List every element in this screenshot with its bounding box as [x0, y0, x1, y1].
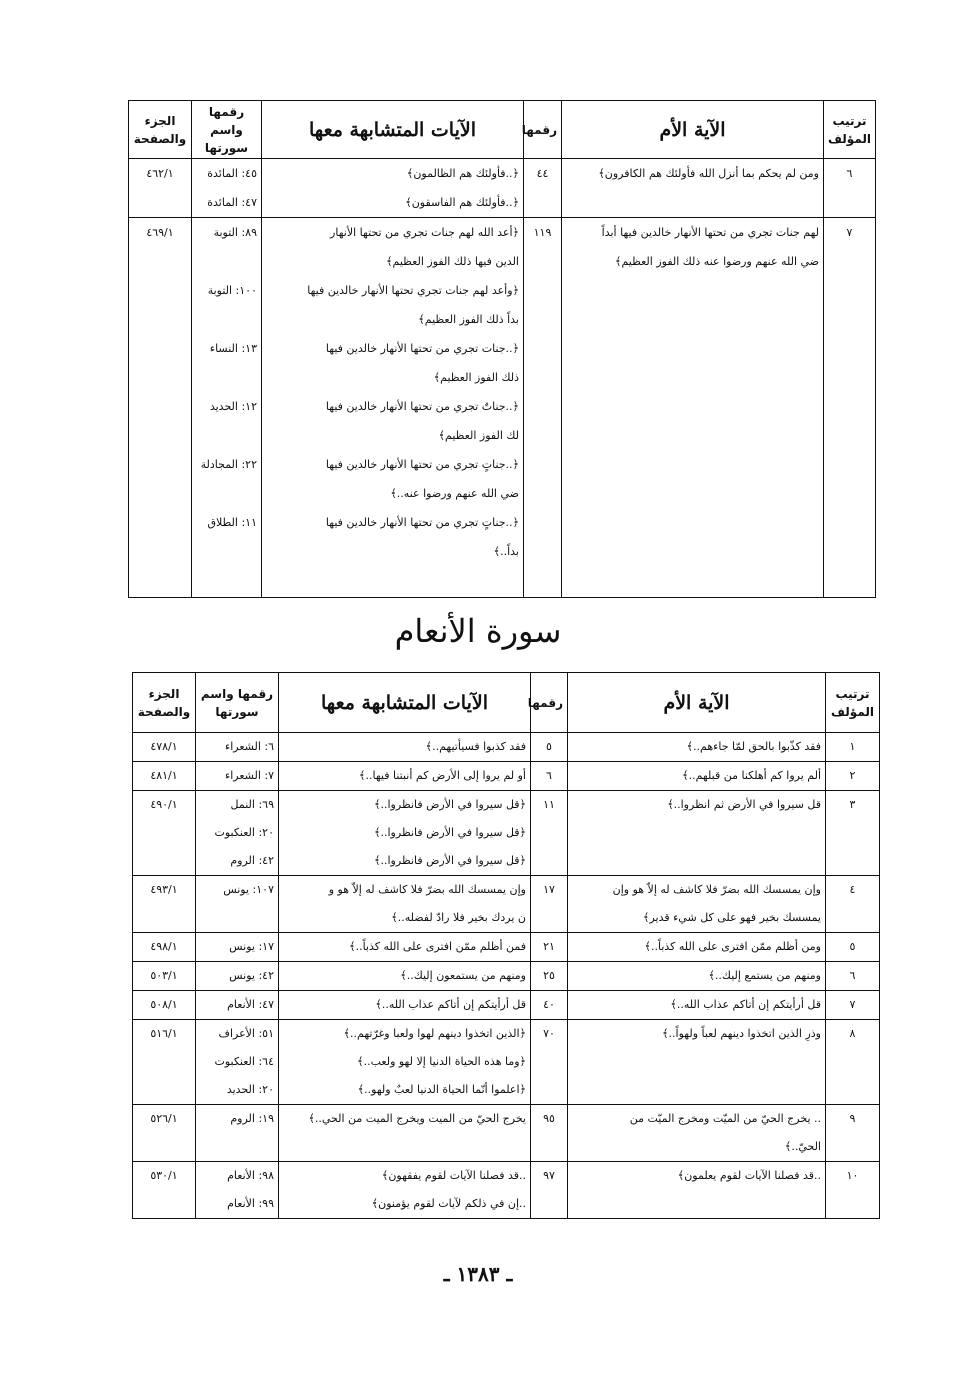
mother-num-cell [531, 1105, 568, 1162]
mother-verse-cell [568, 1105, 826, 1162]
table-row [133, 733, 880, 762]
part-page-text: ٤٩٠/١ [150, 798, 178, 811]
mother-num-cell [531, 791, 568, 876]
part-page-text: ٥٠٣/١ [150, 969, 178, 982]
similar-verses-line: ﴿..جنات تجري من تحتها الأنهار خالدين فيها [325, 342, 519, 355]
similar-verses-line: ومنهم من يستمعون إليك..﴾ [400, 969, 526, 982]
similar-sura-line: ١٧: يونس [229, 940, 274, 953]
mother-num-text: ١٧ [543, 883, 555, 896]
similar-sura-cell [196, 876, 279, 933]
similar-verses-line: ..قد فصلنا الآيات لقوم يفقهون﴾ [381, 1169, 526, 1182]
order-text: ٥ [849, 940, 856, 953]
part-page-text: ٥٣٠/١ [150, 1169, 178, 1182]
part-page-text: ٤٦٩/١ [146, 226, 174, 239]
similar-sura-line: ١١: الطلاق [207, 516, 257, 529]
table-row [129, 218, 876, 598]
header-mother-num: رقمها [524, 101, 562, 159]
similar-verses-line: لك الفوز العظيم﴾ [438, 429, 519, 442]
mother-num-cell [531, 733, 568, 762]
similar-verses-line: ﴿..جناتٍ تجري من تحتها الأنهار خالدين فيها [325, 516, 519, 529]
mother-num-cell [531, 962, 568, 991]
header-mother-verse: الآية الأم [568, 673, 826, 733]
order-cell [826, 1020, 880, 1105]
header-similar-verses: الآيات المتشابهة معها [279, 673, 531, 733]
part-page-cell [133, 733, 196, 762]
similar-verses-line: ﴿وما هذه الحياة الدنيا إلا لهو ولعب..﴾ [357, 1055, 526, 1068]
order-text: ٧ [846, 226, 853, 239]
verses-table-maida-tawba [128, 100, 876, 598]
mother-num-text: ٧٠ [543, 1027, 555, 1040]
similar-sura-line: ٤٧: الأنعام [227, 998, 274, 1011]
header-order: ترتيب المؤلف [824, 101, 876, 159]
order-cell [826, 1105, 880, 1162]
mother-num-text: ٤٤ [536, 167, 549, 180]
similar-sura-line: ٤٢: الروم [230, 854, 274, 867]
part-page-cell [133, 762, 196, 791]
similar-verses-cell [279, 991, 531, 1020]
similar-sura-line [196, 247, 257, 276]
similar-sura-cell [196, 791, 279, 876]
order-text: ٧ [849, 998, 856, 1011]
similar-verses-line: ﴿أعد الله لهم جنات تجري من تحتها الأنهار [330, 226, 519, 239]
similar-verses-line: ﴿قل سيروا في الأرض فانظروا..﴾ [374, 798, 526, 811]
similar-sura-line: ١٠٠: التوبة [207, 284, 257, 297]
similar-sura-line: ٩٩: الأنعام [227, 1197, 274, 1210]
page-number: ـ ١٣٨٣ ـ [443, 1262, 513, 1286]
mother-num-cell [531, 1162, 568, 1219]
table-row [133, 962, 880, 991]
part-page-cell [133, 1020, 196, 1105]
part-page-text: ٤٨١/١ [150, 769, 178, 782]
mother-verse-line: قل أرأيتكم إن أتاكم عذاب الله..﴾ [670, 998, 821, 1011]
mother-verse-line: .. يخرج الحيّ من الميّت ومخرج الميّت من [629, 1112, 821, 1125]
table-row [133, 1105, 880, 1162]
table-row [133, 876, 880, 933]
similar-sura-line [196, 537, 257, 566]
part-page-cell [133, 791, 196, 876]
order-cell [826, 1162, 880, 1219]
mother-num-cell [531, 876, 568, 933]
mother-num-text: ٢١ [543, 940, 555, 953]
similar-verses-cell [279, 1020, 531, 1105]
part-page-text: ٤٩٣/١ [150, 883, 178, 896]
mother-num-text: ٩٥ [543, 1112, 555, 1125]
header-similar-num-sura: رقمها واسم سورتها [196, 673, 279, 733]
header-similar-num-sura: رقمها واسم سورتها [192, 101, 262, 159]
similar-sura-line [196, 421, 257, 450]
similar-verses-line: فقد كذبوا فسيأتيهم..﴾ [425, 740, 526, 753]
order-text: ٨ [849, 1027, 856, 1040]
mother-verse-line: وذرِ الذين اتخذوا دينهم لعباً ولهواً..﴾ [662, 1027, 821, 1040]
similar-sura-cell [196, 1162, 279, 1219]
similar-sura-line: ١٣: النساء [209, 342, 257, 355]
mother-num-cell [524, 159, 562, 218]
part-page-cell [133, 962, 196, 991]
part-page-text: ٥١٦/١ [150, 1027, 178, 1040]
order-cell [826, 733, 880, 762]
similar-verses-line [283, 1133, 526, 1161]
mother-verse-cell [568, 1020, 826, 1105]
part-page-cell [133, 876, 196, 933]
mother-verse-cell [568, 876, 826, 933]
similar-sura-line: ٢٢: المجادلة [200, 458, 257, 471]
similar-verses-cell [279, 1105, 531, 1162]
similar-verses-cell [262, 159, 524, 218]
mother-num-text: ١١٩ [533, 226, 552, 239]
similar-verses-line: ﴿قل سيروا في الأرض فانظروا..﴾ [374, 854, 526, 867]
similar-verses-cell [279, 791, 531, 876]
mother-verse-line: الحيّ..﴾ [784, 1140, 821, 1153]
mother-num-text: ٢٥ [543, 969, 555, 982]
similar-sura-cell [196, 991, 279, 1020]
sura-title: سورة الأنعام [394, 612, 562, 650]
mother-num-cell [524, 218, 562, 598]
similar-sura-line [200, 904, 274, 932]
mother-verse-line: قل سيروا في الأرض ثم انظروا..﴾ [667, 798, 821, 811]
similar-verses-line: ﴿..فأولئك هم الفاسقون﴾ [405, 196, 519, 209]
similar-verses-line: ﴿قل سيروا في الأرض فانظروا..﴾ [374, 826, 526, 839]
similar-verses-line: ﴿اعلموا أنّما الحياة الدنيا لعبٌ ولهو..﴾ [357, 1083, 526, 1096]
order-text: ٦ [846, 167, 853, 180]
part-page-cell [129, 218, 192, 598]
part-page-text: ٥٠٨/١ [150, 998, 178, 1011]
similar-verses-line: فمن أظلم ممّن افترى على الله كذباً..﴾ [349, 940, 526, 953]
mother-verse-cell [562, 218, 824, 598]
similar-verses-cell [279, 933, 531, 962]
similar-sura-line: ١٠٧: يونس [223, 883, 274, 896]
part-page-cell [133, 1162, 196, 1219]
order-text: ٤ [849, 883, 856, 896]
mother-verse-cell [568, 991, 826, 1020]
similar-sura-cell [196, 762, 279, 791]
table-row [133, 762, 880, 791]
order-cell [826, 962, 880, 991]
similar-sura-line [200, 1133, 274, 1161]
header-similar-verses: الآيات المتشابهة معها [262, 101, 524, 159]
similar-verses-line: ﴿الذين اتخذوا دينهم لهوا ولعبا وغرّتهم..﴾ [343, 1027, 526, 1040]
mother-verse-line: يمسسك بخير فهو على كل شيء قدير﴾ [643, 911, 821, 924]
mother-verse-line: ألم يروا كم أهلكنا من قبلهم..﴾ [682, 769, 821, 782]
mother-num-cell [531, 991, 568, 1020]
part-page-cell [133, 1105, 196, 1162]
order-text: ٦ [849, 969, 856, 982]
order-cell [826, 991, 880, 1020]
similar-verses-line: أو لم يروا إلى الأرض كم أنبتنا فيها..﴾ [359, 769, 526, 782]
mother-verse-line: ومنهم من يستمع إليك..﴾ [708, 969, 821, 982]
similar-verses-line: بداً ذلك الفوز العظيم﴾ [418, 313, 519, 326]
similar-sura-line [196, 479, 257, 508]
similar-verses-line: الدين فيها ذلك الفوز العظيم﴾ [386, 255, 519, 268]
header-part-page: الجزء والصفحة [133, 673, 196, 733]
verses-table-anam [132, 672, 880, 1219]
mother-num-cell [531, 933, 568, 962]
order-text: ٢ [849, 769, 856, 782]
mother-num-text: ٦ [546, 769, 552, 782]
mother-verse-line: ومن أظلم ممّن افترى على الله كذباً..﴾ [644, 940, 821, 953]
order-text: ١ [849, 740, 856, 753]
similar-sura-line: ٦٤: العنكبوت [214, 1055, 274, 1068]
similar-sura-line: ٤٢: يونس [229, 969, 274, 982]
mother-verse-cell [568, 962, 826, 991]
mother-verse-cell [568, 933, 826, 962]
similar-sura-cell [192, 218, 262, 598]
table-row [133, 1020, 880, 1105]
similar-verses-cell [279, 1162, 531, 1219]
order-cell [826, 791, 880, 876]
order-cell [824, 218, 876, 598]
similar-verses-line: ﴿..جناتٌ تجري من تحتها الأنهار خالدين فيها [325, 400, 519, 413]
header-order: ترتيب المؤلف [826, 673, 880, 733]
part-page-cell [129, 159, 192, 218]
table-row [133, 791, 880, 876]
order-text: ٣ [849, 798, 856, 811]
table-row [133, 1162, 880, 1219]
similar-verses-cell [279, 962, 531, 991]
similar-verses-line: ضي الله عنهم ورضوا عنه..﴾ [390, 487, 519, 500]
order-cell [826, 876, 880, 933]
similar-sura-cell [192, 159, 262, 218]
order-text: ١٠ [846, 1169, 859, 1182]
table-row [133, 991, 880, 1020]
similar-sura-line [196, 305, 257, 334]
similar-sura-line: ٦: الشعراء [225, 740, 274, 753]
similar-verses-line: ﴿وأعد لهم جنات تجري تحتها الأنهار خالدين فيها [307, 284, 519, 297]
table-row [129, 159, 876, 218]
similar-verses-line: ..إن في ذلكم لآيات لقوم يؤمنون﴾ [371, 1197, 526, 1210]
similar-verses-cell [279, 733, 531, 762]
similar-sura-cell [196, 933, 279, 962]
mother-num-text: ٥ [546, 740, 552, 753]
mother-verse-line: ..قد فصلنا الآيات لقوم يعلمون﴾ [677, 1169, 821, 1182]
similar-sura-line: ٨٩: التوبة [213, 226, 257, 239]
mother-verse-line: ومن لم يحكم بما أنزل الله فأولئك هم الكافرون﴾ [598, 167, 819, 180]
order-cell [824, 159, 876, 218]
similar-verses-cell [279, 762, 531, 791]
similar-sura-line: ٤٥: المائدة [207, 167, 257, 180]
part-page-text: ٥٢٦/١ [150, 1112, 178, 1125]
similar-verses-line: وإن يمسسك الله بضرّ فلا كاشف له إلاّ هو و [328, 883, 526, 896]
mother-verse-line: ضي الله عنهم ورضوا عنه ذلك الفوز العظيم﴾ [615, 255, 819, 268]
similar-sura-line: ٥١: الأعراف [218, 1027, 274, 1040]
similar-sura-line: ٦٩: النمل [230, 798, 274, 811]
similar-sura-line: ٢٠: الحديد [226, 1083, 274, 1096]
part-page-cell [133, 933, 196, 962]
header-mother-verse: الآية الأم [562, 101, 824, 159]
part-page-text: ٤٦٢/١ [146, 167, 174, 180]
part-page-cell [133, 991, 196, 1020]
mother-verse-cell [562, 159, 824, 218]
mother-verse-cell [568, 762, 826, 791]
header-part-page: الجزء والصفحة [129, 101, 192, 159]
similar-verses-cell [279, 876, 531, 933]
similar-sura-cell [196, 962, 279, 991]
similar-sura-line [196, 363, 257, 392]
similar-verses-line: ﴿..جناتٍ تجري من تحتها الأنهار خالدين فيها [325, 458, 519, 471]
similar-sura-line: ٩٨: الأنعام [227, 1169, 274, 1182]
similar-verses-line: ذلك الفوز العظيم﴾ [433, 371, 519, 384]
similar-sura-line: ١٩: الروم [230, 1112, 274, 1125]
mother-verse-line: لهم جنات تجري من تحتها الأنهار خالدين فيها أبداً [601, 226, 819, 239]
mother-num-text: ١١ [543, 798, 555, 811]
mother-verse-line: فقد كذّبوا بالحق لمّا جاءهم..﴾ [686, 740, 821, 753]
similar-verses-line: ن يردك بخير فلا رادّ لفضله..﴾ [391, 911, 526, 924]
similar-verses-line: يخرج الحيّ من الميت ويخرج الميت من الحي..﴾ [308, 1112, 526, 1125]
order-text: ٩ [849, 1112, 856, 1125]
mother-num-text: ٩٧ [543, 1169, 555, 1182]
similar-sura-line: ٧: الشعراء [225, 769, 274, 782]
similar-sura-line: ٤٧: المائدة [207, 196, 257, 209]
table-row [133, 933, 880, 962]
similar-verses-cell [262, 218, 524, 598]
similar-sura-cell [196, 1105, 279, 1162]
mother-verse-cell [568, 733, 826, 762]
mother-verse-cell [568, 791, 826, 876]
similar-sura-cell [196, 733, 279, 762]
mother-num-cell [531, 762, 568, 791]
mother-num-cell [531, 1020, 568, 1105]
header-mother-num: رقمها [531, 673, 568, 733]
order-cell [826, 933, 880, 962]
similar-verses-line: بداً..﴾ [493, 545, 519, 558]
similar-verses-line: ﴿..فأولئك هم الظالمون﴾ [406, 167, 519, 180]
mother-verse-line: وإن يمسسك الله بضرّ فلا كاشف له إلاّ هو وإن [612, 883, 821, 896]
part-page-text: ٤٩٨/١ [150, 940, 178, 953]
similar-sura-line: ٢٠: العنكبوت [214, 826, 274, 839]
similar-sura-line: ١٢: الحديد [209, 400, 257, 413]
part-page-text: ٤٧٨/١ [150, 740, 178, 753]
similar-verses-line: قل أرأيتكم إن أتاكم عذاب الله..﴾ [375, 998, 526, 1011]
order-cell [826, 762, 880, 791]
similar-sura-cell [196, 1020, 279, 1105]
mother-verse-cell [568, 1162, 826, 1219]
mother-num-text: ٤٠ [543, 998, 555, 1011]
